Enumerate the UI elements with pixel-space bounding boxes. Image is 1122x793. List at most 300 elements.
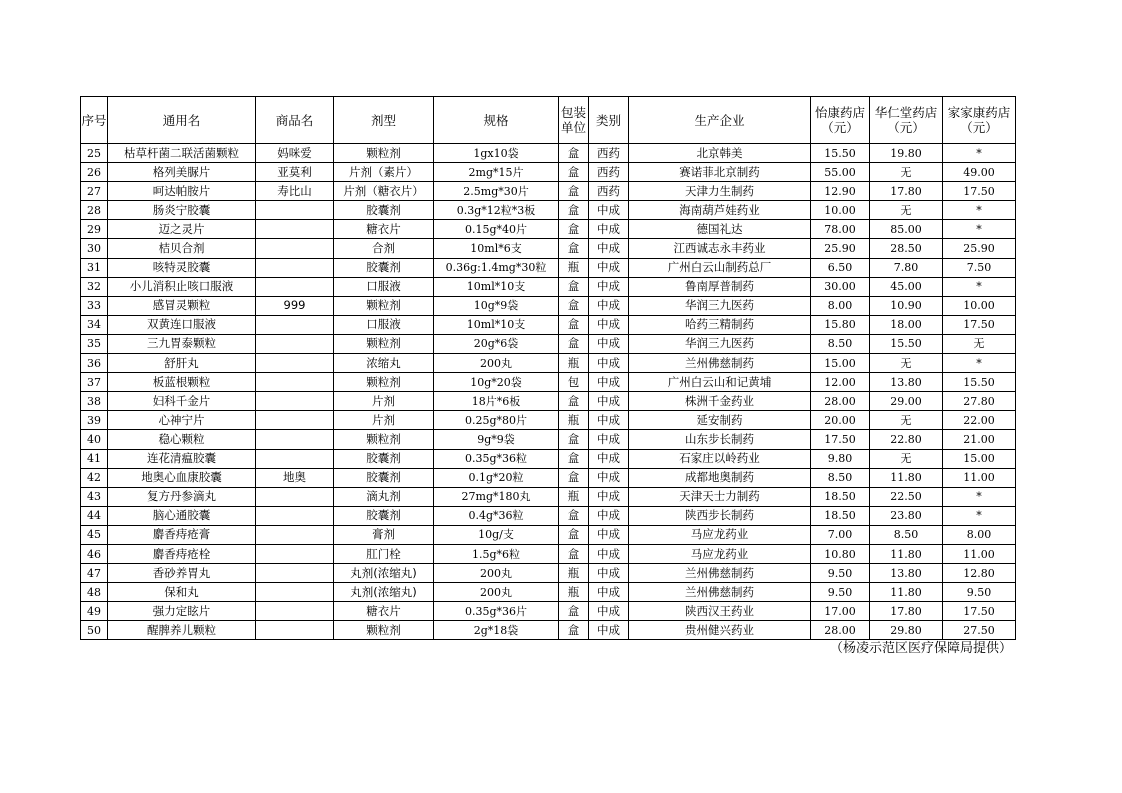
cell-brand-name [256, 334, 334, 353]
cell-category: 中成 [589, 373, 629, 392]
table-row [81, 525, 1016, 544]
cell-price-yikang: 78.00 [811, 220, 870, 239]
cell-manufacturer: 陕西汉王药业 [629, 602, 811, 621]
cell-pack-unit: 盒 [559, 239, 589, 258]
cell-dosage-form: 胶囊剂 [334, 506, 434, 525]
cell-spec: 27mg*180丸 [434, 487, 559, 506]
cell-generic-name: 板蓝根颗粒 [108, 373, 256, 392]
table-body [81, 144, 1016, 640]
cell-brand-name [256, 315, 334, 334]
cell-category: 中成 [589, 258, 629, 277]
cell-price-yikang: 18.50 [811, 506, 870, 525]
cell-generic-name: 桔贝合剂 [108, 239, 256, 258]
cell-pack-unit: 盒 [559, 277, 589, 296]
cell-index: 40 [81, 430, 108, 449]
cell-pack-unit: 盒 [559, 315, 589, 334]
cell-price-yikang: 18.50 [811, 487, 870, 506]
col-header-brand-name: 商品名 [256, 97, 334, 144]
cell-dosage-form: 颗粒剂 [334, 144, 434, 163]
cell-price-yikang: 15.80 [811, 315, 870, 334]
cell-manufacturer: 马应龙药业 [629, 525, 811, 544]
cell-spec: 0.15g*40片 [434, 220, 559, 239]
cell-category: 中成 [589, 525, 629, 544]
cell-brand-name: 亚莫利 [256, 163, 334, 182]
cell-spec: 10g/支 [434, 525, 559, 544]
cell-price-jiajiakang: 7.50 [943, 258, 1016, 277]
cell-spec: 0.1g*20粒 [434, 468, 559, 487]
table-row [81, 430, 1016, 449]
cell-pack-unit: 盒 [559, 296, 589, 315]
table-row [81, 182, 1016, 201]
table-row [81, 296, 1016, 315]
cell-category: 中成 [589, 564, 629, 583]
cell-pack-unit: 盒 [559, 468, 589, 487]
cell-price-yikang: 28.00 [811, 621, 870, 640]
cell-dosage-form: 膏剂 [334, 525, 434, 544]
cell-spec: 9g*9袋 [434, 430, 559, 449]
cell-price-jiajiakang: * [943, 354, 1016, 373]
col-header-spec: 规格 [434, 97, 559, 144]
col-header-pack-unit: 包装单位 [559, 97, 589, 144]
cell-index: 37 [81, 373, 108, 392]
table-row [81, 392, 1016, 411]
cell-pack-unit: 瓶 [559, 258, 589, 277]
cell-category: 中成 [589, 334, 629, 353]
cell-spec: 0.3g*12粒*3板 [434, 201, 559, 220]
cell-pack-unit: 盒 [559, 201, 589, 220]
cell-price-huarentang: 45.00 [870, 277, 943, 296]
cell-price-jiajiakang: 22.00 [943, 411, 1016, 430]
cell-category: 中成 [589, 621, 629, 640]
drug-price-table [80, 96, 1016, 640]
cell-price-huarentang: 11.80 [870, 468, 943, 487]
cell-index: 49 [81, 602, 108, 621]
col-header-price-jiajiakang: 家家康药店（元） [943, 97, 1016, 144]
cell-generic-name: 格列美脲片 [108, 163, 256, 182]
cell-category: 西药 [589, 182, 629, 201]
cell-brand-name: 地奥 [256, 468, 334, 487]
table-row [81, 239, 1016, 258]
cell-dosage-form: 胶囊剂 [334, 449, 434, 468]
col-header-category: 类别 [589, 97, 629, 144]
cell-manufacturer: 海南葫芦娃药业 [629, 201, 811, 220]
cell-brand-name [256, 373, 334, 392]
table-row [81, 334, 1016, 353]
cell-dosage-form: 肛门栓 [334, 544, 434, 563]
cell-index: 42 [81, 468, 108, 487]
cell-price-huarentang: 7.80 [870, 258, 943, 277]
cell-manufacturer: 株洲千金药业 [629, 392, 811, 411]
cell-price-jiajiakang: 9.50 [943, 583, 1016, 602]
cell-price-yikang: 20.00 [811, 411, 870, 430]
cell-pack-unit: 盒 [559, 506, 589, 525]
cell-manufacturer: 石家庄以岭药业 [629, 449, 811, 468]
cell-category: 中成 [589, 392, 629, 411]
cell-price-jiajiakang: * [943, 144, 1016, 163]
table-row [81, 564, 1016, 583]
cell-generic-name: 地奥心血康胶囊 [108, 468, 256, 487]
cell-generic-name: 保和丸 [108, 583, 256, 602]
cell-price-yikang: 10.80 [811, 544, 870, 563]
cell-generic-name: 咳特灵胶囊 [108, 258, 256, 277]
cell-brand-name [256, 487, 334, 506]
cell-price-yikang: 7.00 [811, 525, 870, 544]
cell-category: 中成 [589, 487, 629, 506]
cell-brand-name: 寿比山 [256, 182, 334, 201]
cell-price-jiajiakang: 15.00 [943, 449, 1016, 468]
cell-generic-name: 脑心通胶囊 [108, 506, 256, 525]
cell-manufacturer: 北京韩美 [629, 144, 811, 163]
cell-brand-name [256, 506, 334, 525]
cell-price-huarentang: 8.50 [870, 525, 943, 544]
cell-dosage-form: 合剂 [334, 239, 434, 258]
cell-dosage-form: 胶囊剂 [334, 258, 434, 277]
cell-generic-name: 麝香痔疮栓 [108, 544, 256, 563]
cell-price-yikang: 28.00 [811, 392, 870, 411]
col-header-price-huarentang: 华仁堂药店（元） [870, 97, 943, 144]
cell-pack-unit: 盒 [559, 392, 589, 411]
cell-manufacturer: 山东步长制药 [629, 430, 811, 449]
cell-generic-name: 小儿消积止咳口服液 [108, 277, 256, 296]
cell-price-huarentang: 18.00 [870, 315, 943, 334]
cell-index: 35 [81, 334, 108, 353]
cell-category: 中成 [589, 468, 629, 487]
cell-pack-unit: 包 [559, 373, 589, 392]
cell-category: 西药 [589, 144, 629, 163]
cell-pack-unit: 盒 [559, 144, 589, 163]
cell-price-jiajiakang: 49.00 [943, 163, 1016, 182]
cell-dosage-form: 丸剂(浓缩丸) [334, 583, 434, 602]
cell-spec: 200丸 [434, 354, 559, 373]
cell-generic-name: 三九胃泰颗粒 [108, 334, 256, 353]
cell-spec: 2.5mg*30片 [434, 182, 559, 201]
cell-spec: 10ml*10支 [434, 277, 559, 296]
cell-brand-name [256, 544, 334, 563]
cell-price-huarentang: 22.50 [870, 487, 943, 506]
cell-price-jiajiakang: 12.80 [943, 564, 1016, 583]
cell-manufacturer: 天津力生制药 [629, 182, 811, 201]
cell-spec: 0.4g*36粒 [434, 506, 559, 525]
cell-price-huarentang: 无 [870, 411, 943, 430]
cell-price-huarentang: 11.80 [870, 544, 943, 563]
table-row [81, 506, 1016, 525]
cell-index: 30 [81, 239, 108, 258]
cell-dosage-form: 片剂（素片） [334, 163, 434, 182]
cell-manufacturer: 赛诺菲北京制药 [629, 163, 811, 182]
cell-dosage-form: 颗粒剂 [334, 430, 434, 449]
cell-price-yikang: 17.00 [811, 602, 870, 621]
table-row [81, 487, 1016, 506]
cell-price-jiajiakang: 21.00 [943, 430, 1016, 449]
col-header-generic-name: 通用名 [108, 97, 256, 144]
cell-price-yikang: 12.90 [811, 182, 870, 201]
cell-brand-name [256, 411, 334, 430]
cell-category: 中成 [589, 583, 629, 602]
cell-generic-name: 复方丹参滴丸 [108, 487, 256, 506]
cell-price-yikang: 9.50 [811, 564, 870, 583]
cell-price-yikang: 10.00 [811, 201, 870, 220]
cell-category: 中成 [589, 277, 629, 296]
cell-dosage-form: 颗粒剂 [334, 296, 434, 315]
cell-manufacturer: 兰州佛慈制药 [629, 583, 811, 602]
cell-pack-unit: 瓶 [559, 354, 589, 373]
cell-brand-name [256, 430, 334, 449]
cell-manufacturer: 鲁南厚普制药 [629, 277, 811, 296]
cell-dosage-form: 糖衣片 [334, 602, 434, 621]
cell-spec: 1gx10袋 [434, 144, 559, 163]
cell-brand-name [256, 621, 334, 640]
col-header-dosage-form: 剂型 [334, 97, 434, 144]
cell-manufacturer: 德国礼达 [629, 220, 811, 239]
cell-brand-name: 妈咪爱 [256, 144, 334, 163]
cell-pack-unit: 瓶 [559, 487, 589, 506]
cell-price-huarentang: 17.80 [870, 182, 943, 201]
cell-generic-name: 舒肝丸 [108, 354, 256, 373]
header-row [81, 97, 1016, 144]
cell-generic-name: 妇科千金片 [108, 392, 256, 411]
cell-spec: 200丸 [434, 564, 559, 583]
cell-manufacturer: 广州白云山制药总厂 [629, 258, 811, 277]
cell-dosage-form: 颗粒剂 [334, 334, 434, 353]
col-header-manufacturer: 生产企业 [629, 97, 811, 144]
cell-index: 36 [81, 354, 108, 373]
cell-spec: 200丸 [434, 583, 559, 602]
cell-price-huarentang: 19.80 [870, 144, 943, 163]
cell-category: 中成 [589, 602, 629, 621]
cell-brand-name [256, 583, 334, 602]
cell-spec: 0.35g*36片 [434, 602, 559, 621]
cell-generic-name: 稳心颗粒 [108, 430, 256, 449]
cell-price-yikang: 9.80 [811, 449, 870, 468]
cell-price-yikang: 8.00 [811, 296, 870, 315]
cell-brand-name [256, 602, 334, 621]
cell-dosage-form: 丸剂(浓缩丸) [334, 564, 434, 583]
cell-dosage-form: 浓缩丸 [334, 354, 434, 373]
cell-manufacturer: 哈药三精制药 [629, 315, 811, 334]
table-row [81, 144, 1016, 163]
cell-price-jiajiakang: * [943, 487, 1016, 506]
table-row [81, 258, 1016, 277]
cell-dosage-form: 胶囊剂 [334, 201, 434, 220]
cell-generic-name: 呵达帕胺片 [108, 182, 256, 201]
cell-price-huarentang: 13.80 [870, 373, 943, 392]
cell-price-huarentang: 28.50 [870, 239, 943, 258]
cell-price-huarentang: 23.80 [870, 506, 943, 525]
cell-price-jiajiakang: 17.50 [943, 315, 1016, 334]
cell-dosage-form: 片剂 [334, 411, 434, 430]
cell-dosage-form: 胶囊剂 [334, 468, 434, 487]
cell-price-yikang: 15.00 [811, 354, 870, 373]
cell-brand-name [256, 449, 334, 468]
cell-spec: 10ml*10支 [434, 315, 559, 334]
cell-pack-unit: 盒 [559, 449, 589, 468]
cell-generic-name: 双黄连口服液 [108, 315, 256, 334]
cell-spec: 0.35g*36粒 [434, 449, 559, 468]
table-row [81, 411, 1016, 430]
cell-pack-unit: 瓶 [559, 583, 589, 602]
cell-pack-unit: 盒 [559, 163, 589, 182]
cell-manufacturer: 延安制药 [629, 411, 811, 430]
cell-price-huarentang: 无 [870, 449, 943, 468]
cell-generic-name: 迈之灵片 [108, 220, 256, 239]
cell-category: 中成 [589, 544, 629, 563]
cell-generic-name: 连花清瘟胶囊 [108, 449, 256, 468]
cell-dosage-form: 口服液 [334, 277, 434, 296]
cell-brand-name [256, 525, 334, 544]
cell-price-yikang: 25.90 [811, 239, 870, 258]
cell-price-jiajiakang: * [943, 220, 1016, 239]
cell-dosage-form: 糖衣片 [334, 220, 434, 239]
cell-spec: 18片*6板 [434, 392, 559, 411]
table-row [81, 468, 1016, 487]
cell-brand-name [256, 277, 334, 296]
cell-price-huarentang: 11.80 [870, 583, 943, 602]
cell-pack-unit: 盒 [559, 544, 589, 563]
cell-category: 中成 [589, 430, 629, 449]
table-row [81, 201, 1016, 220]
cell-category: 中成 [589, 411, 629, 430]
cell-price-yikang: 6.50 [811, 258, 870, 277]
cell-generic-name: 枯草杆菌二联活菌颗粒 [108, 144, 256, 163]
cell-price-huarentang: 22.80 [870, 430, 943, 449]
cell-brand-name [256, 258, 334, 277]
cell-dosage-form: 片剂 [334, 392, 434, 411]
cell-pack-unit: 盒 [559, 182, 589, 201]
cell-generic-name: 香砂养胃丸 [108, 564, 256, 583]
cell-index: 41 [81, 449, 108, 468]
cell-price-yikang: 15.50 [811, 144, 870, 163]
col-header-price-yikang: 怡康药店（元） [811, 97, 870, 144]
cell-pack-unit: 盒 [559, 220, 589, 239]
cell-index: 39 [81, 411, 108, 430]
cell-pack-unit: 瓶 [559, 411, 589, 430]
cell-brand-name [256, 201, 334, 220]
cell-index: 33 [81, 296, 108, 315]
cell-manufacturer: 兰州佛慈制药 [629, 564, 811, 583]
cell-dosage-form: 口服液 [334, 315, 434, 334]
source-note: （杨凌示范区医疗保障局提供） [830, 641, 1013, 656]
cell-category: 中成 [589, 354, 629, 373]
cell-brand-name [256, 564, 334, 583]
table-row [81, 373, 1016, 392]
cell-spec: 2mg*15片 [434, 163, 559, 182]
table-row [81, 449, 1016, 468]
cell-index: 32 [81, 277, 108, 296]
cell-manufacturer: 江西诚志永丰药业 [629, 239, 811, 258]
cell-pack-unit: 盒 [559, 334, 589, 353]
cell-index: 46 [81, 544, 108, 563]
table-row [81, 220, 1016, 239]
cell-brand-name [256, 392, 334, 411]
cell-index: 50 [81, 621, 108, 640]
cell-index: 38 [81, 392, 108, 411]
cell-category: 中成 [589, 506, 629, 525]
cell-index: 45 [81, 525, 108, 544]
cell-index: 26 [81, 163, 108, 182]
cell-price-jiajiakang: * [943, 277, 1016, 296]
cell-index: 28 [81, 201, 108, 220]
cell-price-huarentang: 无 [870, 354, 943, 373]
table-row [81, 315, 1016, 334]
cell-price-yikang: 30.00 [811, 277, 870, 296]
cell-spec: 2g*18袋 [434, 621, 559, 640]
cell-price-jiajiakang: 8.00 [943, 525, 1016, 544]
cell-category: 中成 [589, 315, 629, 334]
cell-price-huarentang: 17.80 [870, 602, 943, 621]
table-row [81, 583, 1016, 602]
table-row [81, 277, 1016, 296]
cell-category: 中成 [589, 220, 629, 239]
cell-manufacturer: 马应龙药业 [629, 544, 811, 563]
cell-manufacturer: 广州白云山和记黄埔 [629, 373, 811, 392]
cell-generic-name: 麝香痔疮膏 [108, 525, 256, 544]
table-row [81, 354, 1016, 373]
cell-price-huarentang: 无 [870, 163, 943, 182]
cell-price-huarentang: 10.90 [870, 296, 943, 315]
cell-manufacturer: 兰州佛慈制药 [629, 354, 811, 373]
cell-pack-unit: 瓶 [559, 564, 589, 583]
cell-index: 44 [81, 506, 108, 525]
table-row [81, 163, 1016, 182]
cell-brand-name [256, 354, 334, 373]
cell-brand-name [256, 220, 334, 239]
price-table-sheet [80, 96, 1016, 640]
cell-price-jiajiakang: 11.00 [943, 468, 1016, 487]
cell-price-jiajiakang: 25.90 [943, 239, 1016, 258]
cell-brand-name: 999 [256, 296, 334, 315]
cell-price-jiajiakang: 27.50 [943, 621, 1016, 640]
cell-index: 27 [81, 182, 108, 201]
cell-spec: 0.25g*80片 [434, 411, 559, 430]
cell-brand-name [256, 239, 334, 258]
cell-price-jiajiakang: 15.50 [943, 373, 1016, 392]
cell-generic-name: 强力定眩片 [108, 602, 256, 621]
cell-spec: 0.36g:1.4mg*30粒 [434, 258, 559, 277]
cell-manufacturer: 华润三九医药 [629, 296, 811, 315]
cell-spec: 20g*6袋 [434, 334, 559, 353]
cell-generic-name: 感冒灵颗粒 [108, 296, 256, 315]
cell-index: 34 [81, 315, 108, 334]
cell-price-yikang: 17.50 [811, 430, 870, 449]
cell-pack-unit: 盒 [559, 430, 589, 449]
cell-spec: 10ml*6支 [434, 239, 559, 258]
cell-generic-name: 肠炎宁胶囊 [108, 201, 256, 220]
cell-price-yikang: 55.00 [811, 163, 870, 182]
cell-pack-unit: 盒 [559, 621, 589, 640]
cell-price-jiajiakang: 无 [943, 334, 1016, 353]
cell-price-jiajiakang: 17.50 [943, 182, 1016, 201]
cell-index: 31 [81, 258, 108, 277]
cell-price-jiajiakang: 11.00 [943, 544, 1016, 563]
cell-spec: 10g*20袋 [434, 373, 559, 392]
col-header-index: 序号 [81, 97, 108, 144]
cell-pack-unit: 盒 [559, 525, 589, 544]
cell-spec: 1.5g*6粒 [434, 544, 559, 563]
cell-category: 中成 [589, 239, 629, 258]
cell-pack-unit: 盒 [559, 602, 589, 621]
cell-category: 中成 [589, 449, 629, 468]
cell-index: 43 [81, 487, 108, 506]
table-row [81, 544, 1016, 563]
cell-price-huarentang: 29.00 [870, 392, 943, 411]
cell-category: 中成 [589, 201, 629, 220]
cell-price-jiajiakang: 27.80 [943, 392, 1016, 411]
cell-price-yikang: 8.50 [811, 334, 870, 353]
cell-dosage-form: 颗粒剂 [334, 621, 434, 640]
cell-price-yikang: 12.00 [811, 373, 870, 392]
cell-price-huarentang: 15.50 [870, 334, 943, 353]
cell-spec: 10g*9袋 [434, 296, 559, 315]
